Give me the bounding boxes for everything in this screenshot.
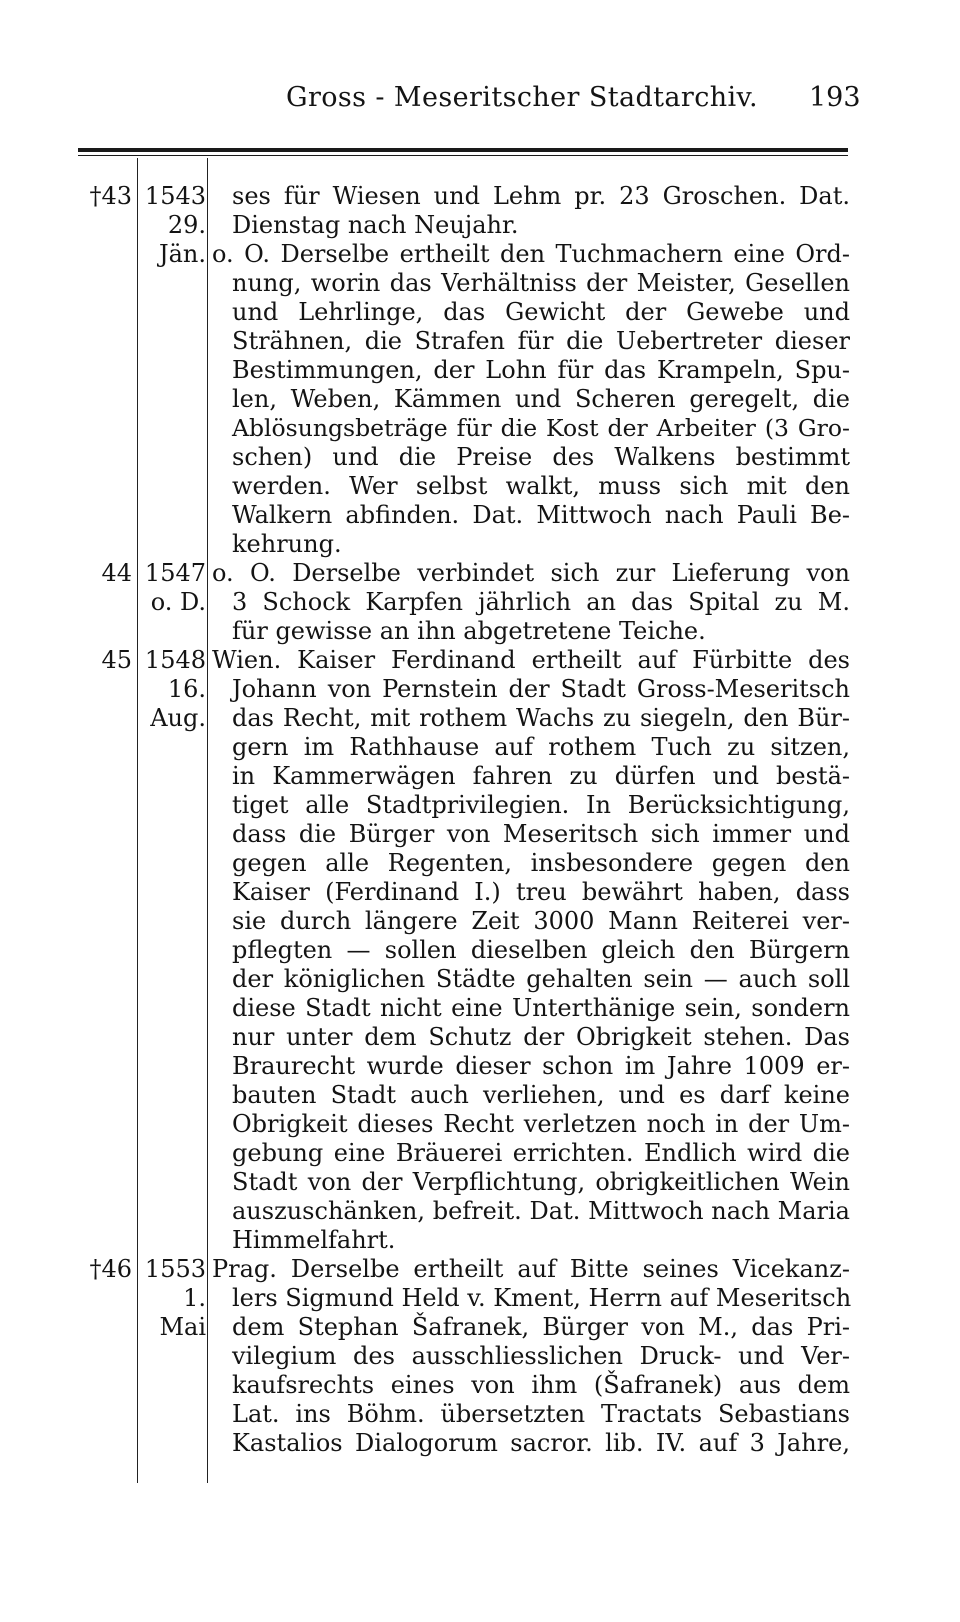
entry-text-line: vilegium des ausschliesslichen Druck- und Ver- xyxy=(232,1342,850,1370)
entry-date-line: o. D. xyxy=(150,588,206,616)
entry-date-line: 1548 xyxy=(144,646,206,674)
entry-date-line: 1547 xyxy=(144,559,206,587)
entry-text-line: nung, worin das Verhältniss der Meister, Gesellen xyxy=(232,269,850,297)
entry-text-line: len, Weben, Kämmen und Scheren geregelt, die xyxy=(232,385,850,413)
header-rule xyxy=(78,148,848,152)
running-header xyxy=(0,82,960,122)
entry-text-line: Prag. Derselbe ertheilt auf Bitte seines Vicekanz- xyxy=(212,1255,850,1283)
entry-text-line: 3 Schock Karpfen jährlich an das Spital zu M. xyxy=(232,588,850,616)
entry-text-line: Strähnen, die Strafen für die Uebertreter dieser xyxy=(232,327,850,355)
entry-date-line: Jän. xyxy=(158,240,206,268)
entry-text-line: und Lehrlinge, das Gewicht der Gewebe und xyxy=(232,298,850,326)
entry-date-line: Aug. xyxy=(150,704,206,732)
entry-text-line: diese Stadt nicht eine Unterthänige sein, sondern xyxy=(232,994,850,1022)
entry-text-line: Himmelfahrt. xyxy=(232,1226,396,1254)
entry-text-line: kaufsrechts eines von ihm (Šafranek) aus dem xyxy=(232,1371,850,1399)
entry-date xyxy=(140,1255,206,1342)
column-divider-number xyxy=(137,158,138,1483)
entry-text-line: Ablösungsbeträge für die Kost der Arbeiter (3 Gro- xyxy=(232,414,850,442)
entry-date xyxy=(140,559,206,617)
column-divider-date xyxy=(207,158,208,1483)
entry-text-line: lers Sigmund Held v. Kment, Herrn auf Meseritsch xyxy=(232,1284,852,1312)
entry-text-line: gebung eine Bräuerei errichten. Endlich wird die xyxy=(232,1139,850,1167)
entry-text-line: kehrung. xyxy=(232,530,342,558)
entry-date-line: 16. xyxy=(167,675,206,703)
entry-text-line: ses für Wiesen und Lehm pr. 23 Groschen. Dat. xyxy=(232,182,850,210)
entry-date-line: 1. xyxy=(183,1284,206,1312)
entry-text xyxy=(212,559,850,646)
entry-text-line: gern im Rathhause auf rothem Tuch zu sitzen, xyxy=(232,733,850,761)
entry-text-line: dass die Bürger von Meseritsch sich immer und xyxy=(232,820,850,848)
entry-text-line: Braurecht wurde dieser schon im Jahre 1009 er- xyxy=(232,1052,850,1080)
entry-text-line: sie durch längere Zeit 3000 Mann Reiterei ver- xyxy=(232,907,850,935)
entry-text-line: Obrigkeit dieses Recht verletzen noch in der Um- xyxy=(232,1110,850,1138)
entry-text-line: das Recht, mit rothem Wachs zu siegeln, den Bür- xyxy=(232,704,850,732)
entry-text-line: der königlichen Städte gehalten sein — auch soll xyxy=(232,965,850,993)
entry-date-line: 1553 xyxy=(144,1255,206,1283)
entry-text-line: Lat. ins Böhm. übersetzten Tractats Sebastians xyxy=(232,1400,850,1428)
entry-text-line: in Kammerwägen fahren zu dürfen und bestä- xyxy=(232,762,850,790)
entry-text-line: schen) und die Preise des Walkens bestimmt xyxy=(232,443,850,471)
entry-text-line: Johann von Pernstein der Stadt Gross-Meseritsch xyxy=(232,675,850,703)
entry-text xyxy=(212,1255,852,1458)
entry-text-line: pflegten — sollen dieselben gleich den Bürgern xyxy=(232,936,850,964)
entry-text-line: Bestimmungen, der Lohn für das Krampeln, Spu- xyxy=(232,356,850,384)
entry-text xyxy=(212,182,850,559)
page-number: 193 xyxy=(809,82,861,113)
entry-number: 45 xyxy=(101,646,132,674)
running-title: Gross - Meseritscher Stadtarchiv. xyxy=(286,82,758,113)
entry-text-line: werden. Wer selbst walkt, muss sich mit den xyxy=(232,472,850,500)
header-rule-thin xyxy=(78,155,848,156)
entry-text-line: tiget alle Stadtprivilegien. In Berücksichtigung, xyxy=(232,791,850,819)
entry-text-line: o. O. Derselbe ertheilt den Tuchmachern eine Ord- xyxy=(212,240,850,268)
entry-date-line: 29. xyxy=(167,211,206,239)
entry-text-line: nur unter dem Schutz der Obrigkeit stehen. Das xyxy=(232,1023,850,1051)
entry-text-line: für gewisse an ihn abgetretene Teiche. xyxy=(232,617,706,645)
entry-text-line: auszuschänken, befreit. Dat. Mittwoch nach Maria xyxy=(232,1197,850,1225)
entry-date-line: 1543 xyxy=(144,182,206,210)
entry-text-line: Walkern abfinden. Dat. Mittwoch nach Pauli Be- xyxy=(232,501,850,529)
entry-text-line: Stadt von der Verpflichtung, obrigkeitlichen Wein xyxy=(232,1168,850,1196)
entry-text-line: Wien. Kaiser Ferdinand ertheilt auf Fürbitte des xyxy=(212,646,850,674)
entry-text xyxy=(212,646,850,1255)
entry-number: †43 xyxy=(89,182,132,210)
entry-text-line: Kaiser (Ferdinand I.) treu bewährt haben, dass xyxy=(232,878,850,906)
entry-text-line: dem Stephan Šafranek, Bürger von M., das Pri- xyxy=(232,1313,850,1341)
entry-number: †46 xyxy=(89,1255,132,1283)
entry-text-line: Dienstag nach Neujahr. xyxy=(232,211,519,239)
entry-text-line: o. O. Derselbe verbindet sich zur Lieferung von xyxy=(212,559,850,587)
entry-text-line: Kastalios Dialogorum sacror. lib. IV. auf 3 Jahre, xyxy=(232,1429,850,1457)
entry-date xyxy=(140,646,206,733)
entry-date xyxy=(140,182,206,269)
entry-text-line: gegen alle Regenten, insbesondere gegen den xyxy=(232,849,850,877)
entry-text-line: bauten Stadt auch verliehen, und es darf keine xyxy=(232,1081,850,1109)
entry-date-line: Mai xyxy=(159,1313,206,1341)
entry-number: 44 xyxy=(101,559,132,587)
